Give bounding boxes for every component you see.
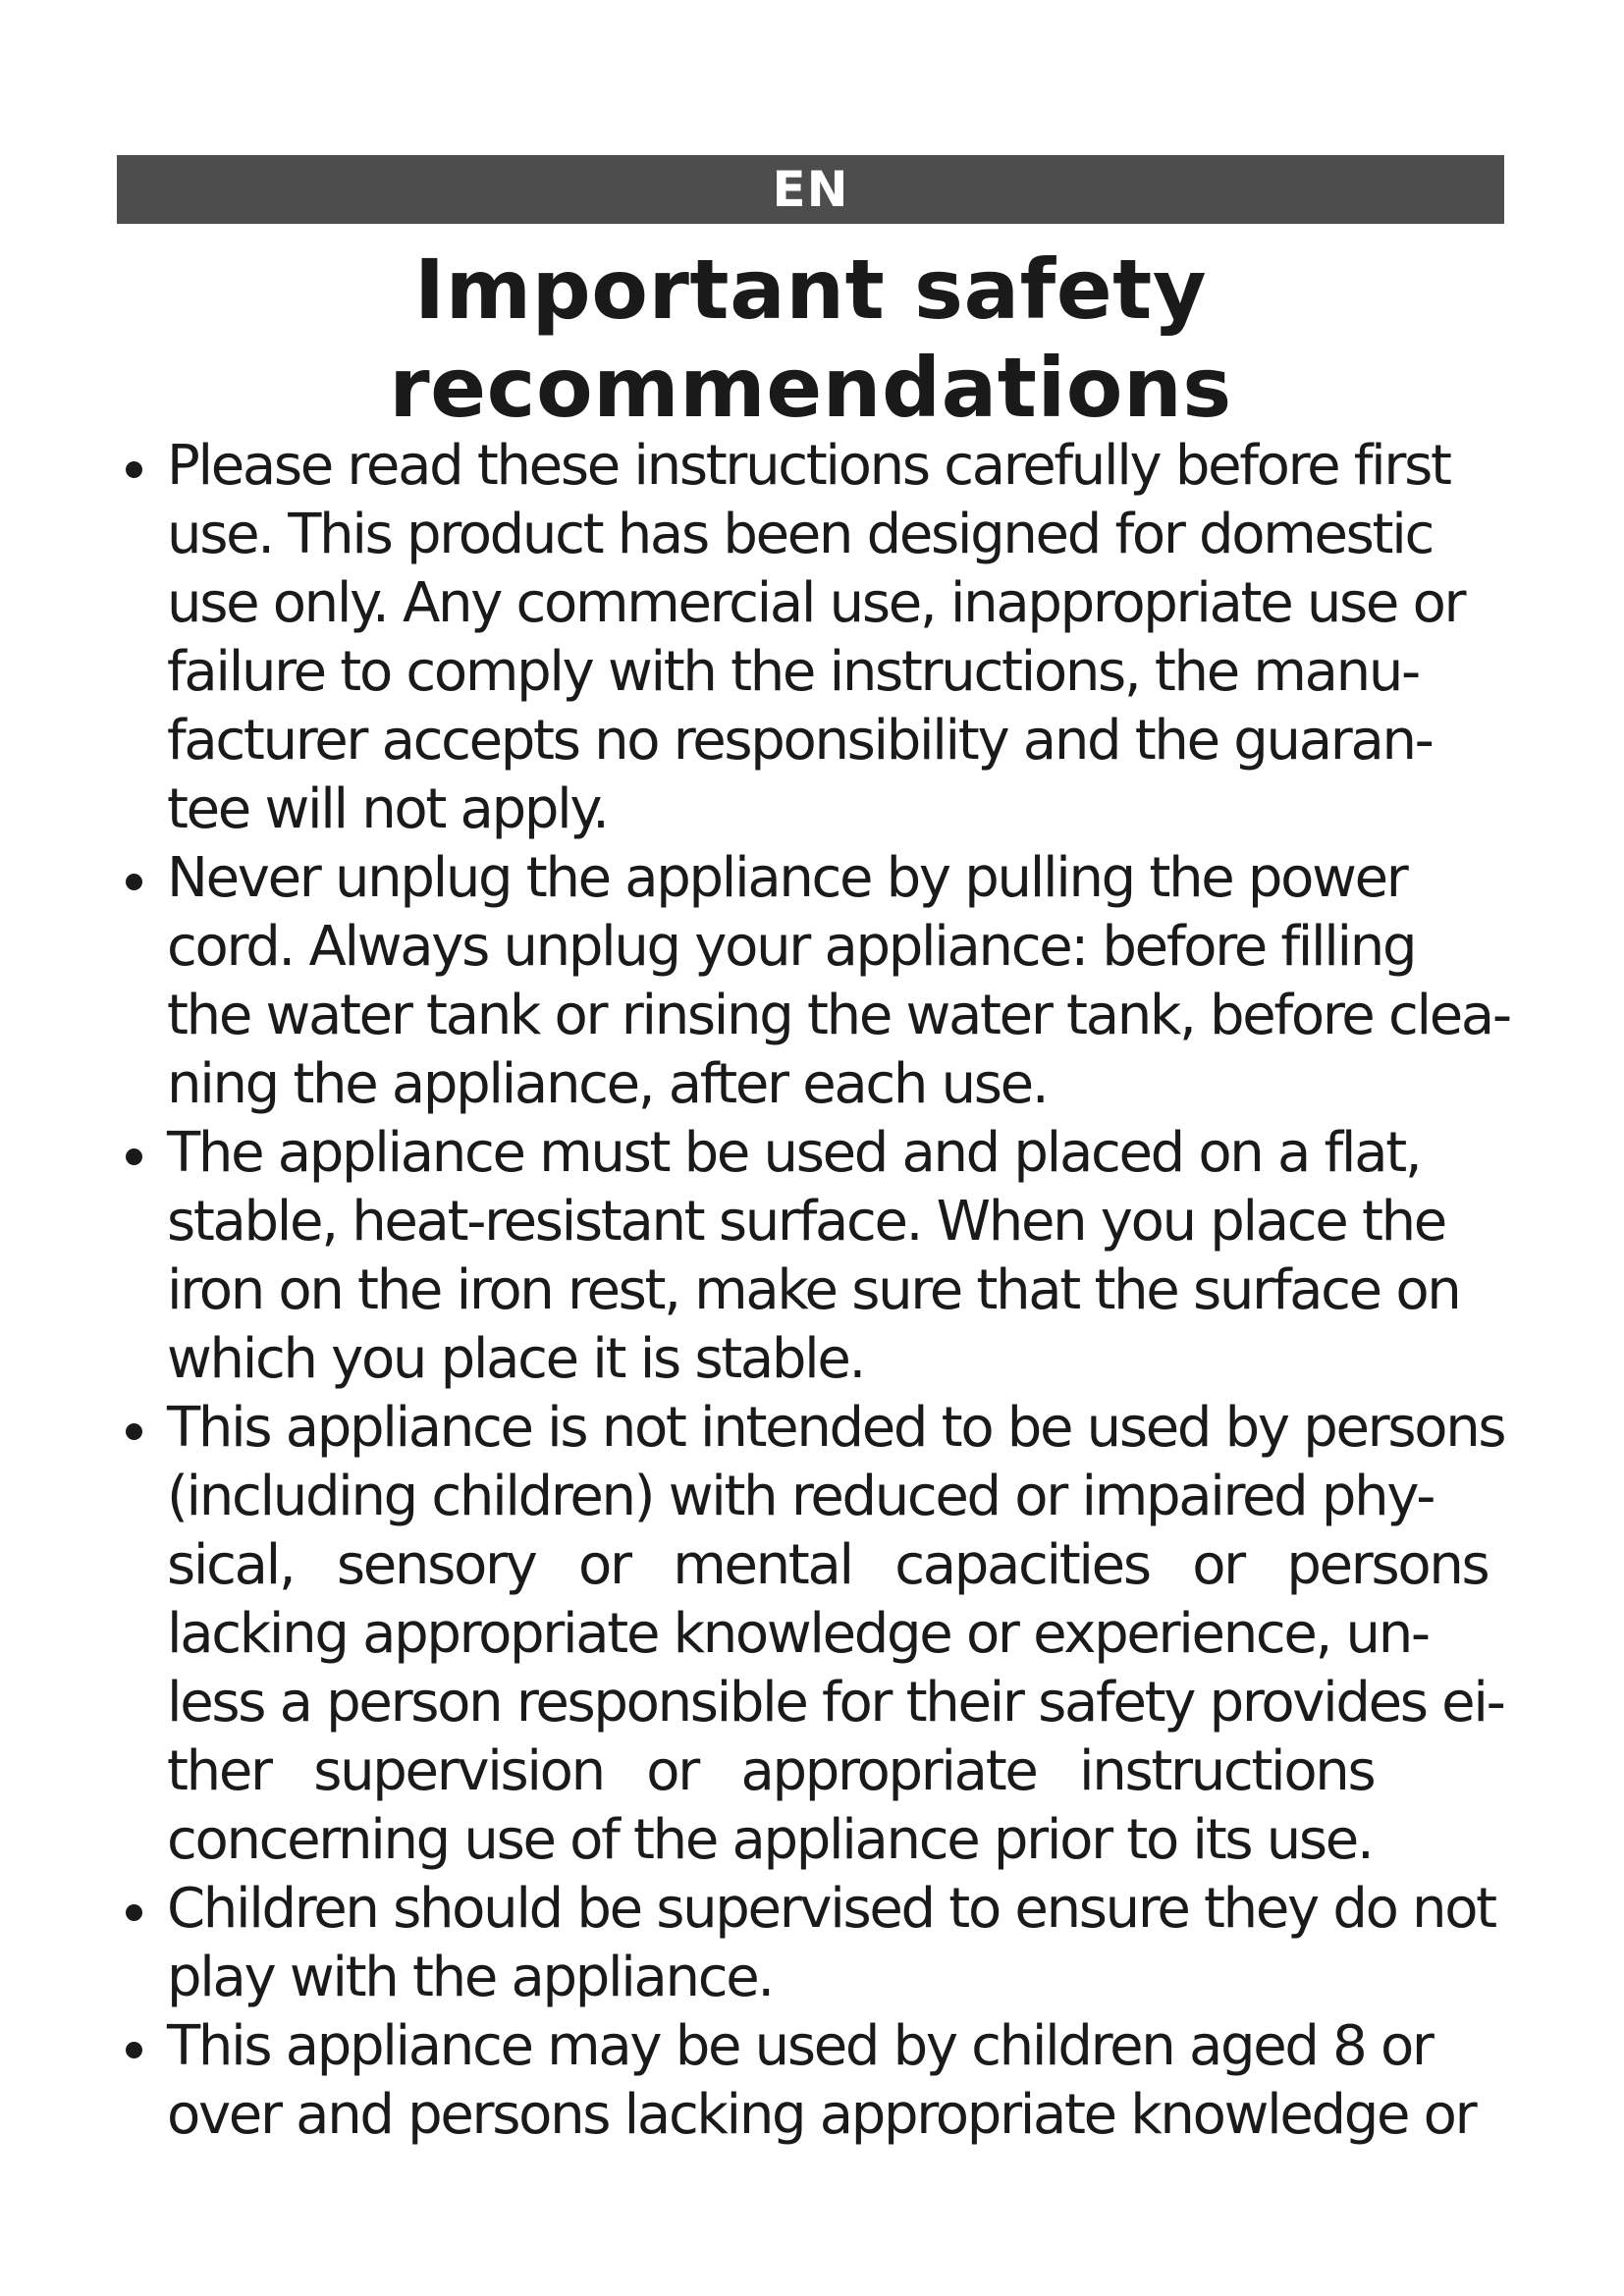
page-title-line: Important safety (413, 241, 1208, 338)
bullet-icon (126, 874, 142, 890)
text-line: less a person responsible for their safety provides ei- (167, 1671, 1504, 1735)
bullet-icon (126, 1904, 142, 1921)
text-line: failure to comply with the instructions, the manu- (167, 640, 1419, 704)
text-line: This appliance may be used by children aged 8 or (167, 2014, 1433, 2078)
language-label: EN (772, 161, 849, 218)
list-item (120, 1394, 1563, 1875)
text-line: Never unplug the appliance by pulling the power (167, 846, 1407, 910)
text-line: sical, sensory or mental capacities or persons (167, 1533, 1489, 1597)
list-item (120, 1119, 1563, 1394)
text-line: This appliance is not intended to be used by persons (167, 1396, 1505, 1460)
bullet-icon (126, 461, 142, 478)
text-line: Please read these instructions carefully before first (167, 434, 1450, 498)
text-line: stable, heat-resistant surface. When you place the (167, 1190, 1445, 1254)
list-item (120, 1875, 1563, 2012)
safety-recommendations-list (120, 432, 1563, 2150)
text-line: play with the appliance. (167, 1946, 773, 2009)
text-line: which you place it is stable. (167, 1327, 865, 1391)
text-line: lacking appropriate knowledge or experience, un- (167, 1602, 1429, 1666)
text-line: facturer accepts no responsibility and the guaran- (167, 709, 1433, 773)
text-line: use only. Any commercial use, inappropriate use or (167, 571, 1465, 635)
page-title (117, 240, 1504, 437)
list-item (120, 2012, 1563, 2150)
text-line: use. This product has been designed for domestic (167, 503, 1433, 566)
page-title-line: recommendations (389, 340, 1232, 436)
text-line: the water tank or rinsing the water tank, before clea- (167, 984, 1510, 1047)
bullet-icon (126, 2042, 142, 2058)
text-line: (including children) with reduced or impaired phy- (167, 1465, 1435, 1528)
text-line: cord. Always unplug your appliance: before filling (167, 915, 1416, 979)
list-item (120, 432, 1563, 844)
text-line: concerning use of the appliance prior to its use. (167, 1808, 1373, 1872)
bullet-icon (126, 1423, 142, 1440)
text-line: over and persons lacking appropriate knowledge or (167, 2083, 1476, 2147)
bullet-icon (126, 1148, 142, 1165)
text-line: ning the appliance, after each use. (167, 1052, 1048, 1116)
list-item (120, 844, 1563, 1119)
language-header-bar (117, 155, 1504, 224)
text-line: The appliance must be used and placed on a flat, (167, 1121, 1421, 1185)
text-line: iron on the iron rest, make sure that the surface on (167, 1258, 1460, 1322)
text-line: ther supervision or appropriate instructions (167, 1739, 1375, 1803)
text-line: Children should be supervised to ensure they do not (167, 1877, 1495, 1941)
text-line: tee will not apply. (167, 777, 608, 841)
